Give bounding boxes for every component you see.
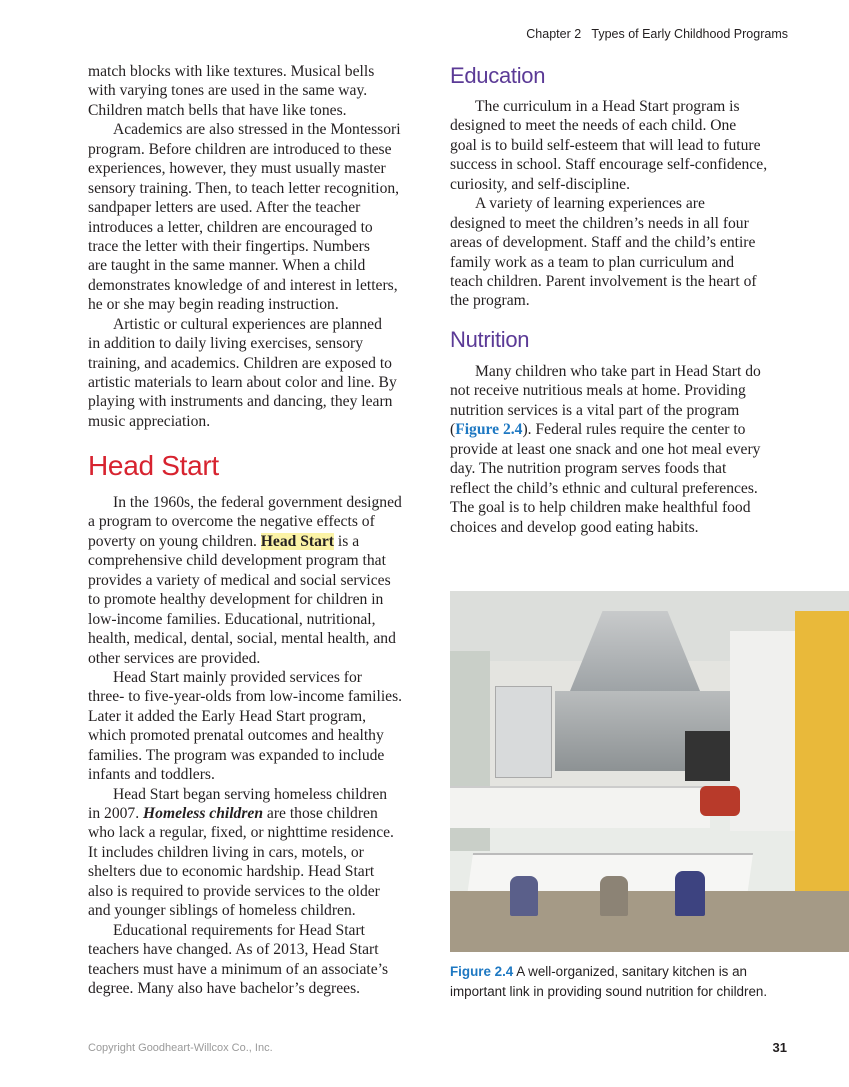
paragraph (450, 194, 767, 311)
text-line: music appreciation. (88, 412, 211, 430)
text-line: Head Start began serving homeless children (113, 785, 388, 803)
paragraph (88, 120, 401, 314)
text-line: provide at least one snack and one hot meal every (450, 440, 761, 458)
text-line: areas of development. Staff and the child’s entire (450, 234, 756, 252)
text-line (88, 804, 402, 823)
text-line: teachers have changed. As of 2013, Head Start (88, 941, 379, 959)
text-line: shelters due to economic hardship. Head Start (88, 863, 375, 881)
text-line: not receive nutritious meals at home. Providing (450, 382, 746, 400)
text-line: designed to meet the children’s needs in all four (450, 214, 749, 232)
text-line: demonstrates knowledge of and interest in letters, (88, 276, 398, 294)
paragraph (88, 668, 402, 785)
paragraph (88, 921, 402, 999)
figure-label: Figure 2.4 (450, 964, 514, 979)
text-line: also is required to provide services to the older (88, 882, 380, 900)
text-line: sensory training. Then, to teach letter recognition, (88, 179, 400, 197)
heading-nutrition: Nutrition (450, 327, 530, 352)
caption-text-1: A well-organized, sanitary kitchen is an (513, 964, 747, 979)
text-segment: in 2007. (88, 805, 144, 822)
text-line: Children match bells that have like tones. (88, 101, 347, 119)
text-line: family work as a team to plan curriculum and (450, 253, 735, 271)
text-line: The goal is to help children make healthful food (450, 499, 751, 517)
text-line: artistic materials to learn about color and line. By (88, 374, 397, 391)
text-segment: poverty on young children. (88, 532, 261, 550)
paragraph (450, 362, 761, 537)
text-line: low-income families. Educational, nutritional, (88, 610, 376, 628)
text-line: curiosity, and self-discipline. (450, 175, 631, 193)
text-line: sandpaper letters are used. After the teacher (88, 199, 361, 217)
education-section (450, 97, 767, 311)
text-line: day. The nutrition program serves foods that (450, 460, 727, 478)
text-segment: ). Federal rules require the center to (522, 421, 746, 439)
figure-caption (450, 962, 849, 1002)
text-line: which promoted prenatal outcomes and healthy (88, 727, 384, 745)
text-segment: is a (334, 532, 360, 550)
text-line: success in school. Staff encourage self-confidence, (450, 156, 768, 174)
text-line: in addition to daily living exercises, sensory (88, 335, 364, 353)
text-line: a program to overcome the negative effects of (88, 513, 375, 531)
text-line (88, 532, 402, 551)
text-line: provides a variety of medical and social services (88, 571, 391, 589)
key-term: Head Start (260, 532, 334, 550)
text-line: he or she may begin reading instruction. (88, 296, 339, 314)
text-line: Head Start mainly provided services for (113, 668, 362, 686)
text-line: choices and develop good eating habits. (450, 518, 699, 536)
text-segment: ( (450, 421, 456, 439)
heading-head-start: Head Start (88, 450, 219, 481)
text-line: who lack a regular, fixed, or nighttime residence. (88, 824, 394, 842)
paragraph (88, 315, 401, 432)
text-line: Later it added the Early Head Start program, (88, 707, 366, 725)
running-head: Chapter 2 Types of Early Childhood Programs (526, 27, 788, 41)
text-line: and younger siblings of homeless children. (88, 902, 356, 920)
text-line: training, and academics. Children are exposed to (88, 354, 392, 372)
text-line: match blocks with like textures. Musical bells (88, 63, 375, 80)
figure-reference-link[interactable]: Figure 2.4 (455, 421, 523, 439)
text-line: playing with instruments and dancing, they learn (88, 393, 393, 411)
text-segment: are those children (263, 805, 378, 822)
text-line: program. Before children are introduced to these (88, 140, 392, 158)
text-line: In the 1960s, the federal government designed (113, 494, 402, 511)
nutrition-section (450, 362, 761, 537)
text-line: are taught in the same manner. When a child (88, 257, 366, 275)
heading-education: Education (450, 63, 546, 88)
text-line: designed to meet the needs of each child. One (450, 117, 737, 135)
caption-text-2: important link in providing sound nutrition for children. (450, 984, 768, 999)
text-line: Many children who take part in Head Start do (475, 363, 761, 380)
text-line: The curriculum in a Head Start program is (475, 98, 740, 115)
text-line: infants and toddlers. (88, 766, 215, 784)
text-line: comprehensive child development program that (88, 552, 386, 570)
text-line: families. The program was expanded to include (88, 746, 385, 764)
kitchen-photo (450, 591, 849, 952)
text-line: introduces a letter, children are encouraged to (88, 218, 373, 236)
text-line: trace the letter with their fingertips. Numbers (88, 237, 370, 255)
text-line: teach children. Parent involvement is the heart of (450, 272, 757, 290)
text-line: experiences, however, they must usually master (88, 160, 386, 178)
copyright: Copyright Goodheart-Willcox Co., Inc. (88, 1042, 273, 1054)
paragraph (88, 62, 401, 120)
text-line: teachers must have a minimum of an associate’s (88, 960, 389, 978)
text-line: Academics are also stressed in the Montessori (113, 121, 401, 139)
left-column-intro (88, 62, 401, 431)
text-line: with varying tones are used in the same way. (88, 82, 368, 100)
text-line: Artistic or cultural experiences are planned (113, 315, 382, 333)
text-line: three- to five-year-olds from low-income families. (88, 688, 403, 706)
key-term-italic: Homeless children (143, 805, 263, 822)
text-line: It includes children living in cars, motels, or (88, 843, 364, 861)
text-line: the program. (450, 292, 530, 310)
text-line: health, medical, dental, social, mental health, and (88, 630, 396, 648)
text-line: goal is to build self-esteem that will lead to future (450, 136, 761, 154)
text-line: degree. Many also have bachelor’s degrees. (88, 979, 361, 997)
page-number: 31 (772, 1040, 787, 1055)
text-line (450, 420, 761, 439)
text-line: Educational requirements for Head Start (113, 921, 366, 939)
text-line: nutrition services is a vital part of the program (450, 401, 740, 419)
text-line: other services are provided. (88, 649, 261, 667)
text-line: to promote healthy development for children in (88, 591, 384, 609)
head-start-section (88, 493, 402, 998)
paragraph (450, 97, 767, 194)
text-line: A variety of learning experiences are (475, 195, 705, 213)
text-line: reflect the child’s ethnic and cultural preferences. (450, 479, 758, 497)
paragraph (88, 493, 402, 668)
paragraph (88, 785, 402, 921)
